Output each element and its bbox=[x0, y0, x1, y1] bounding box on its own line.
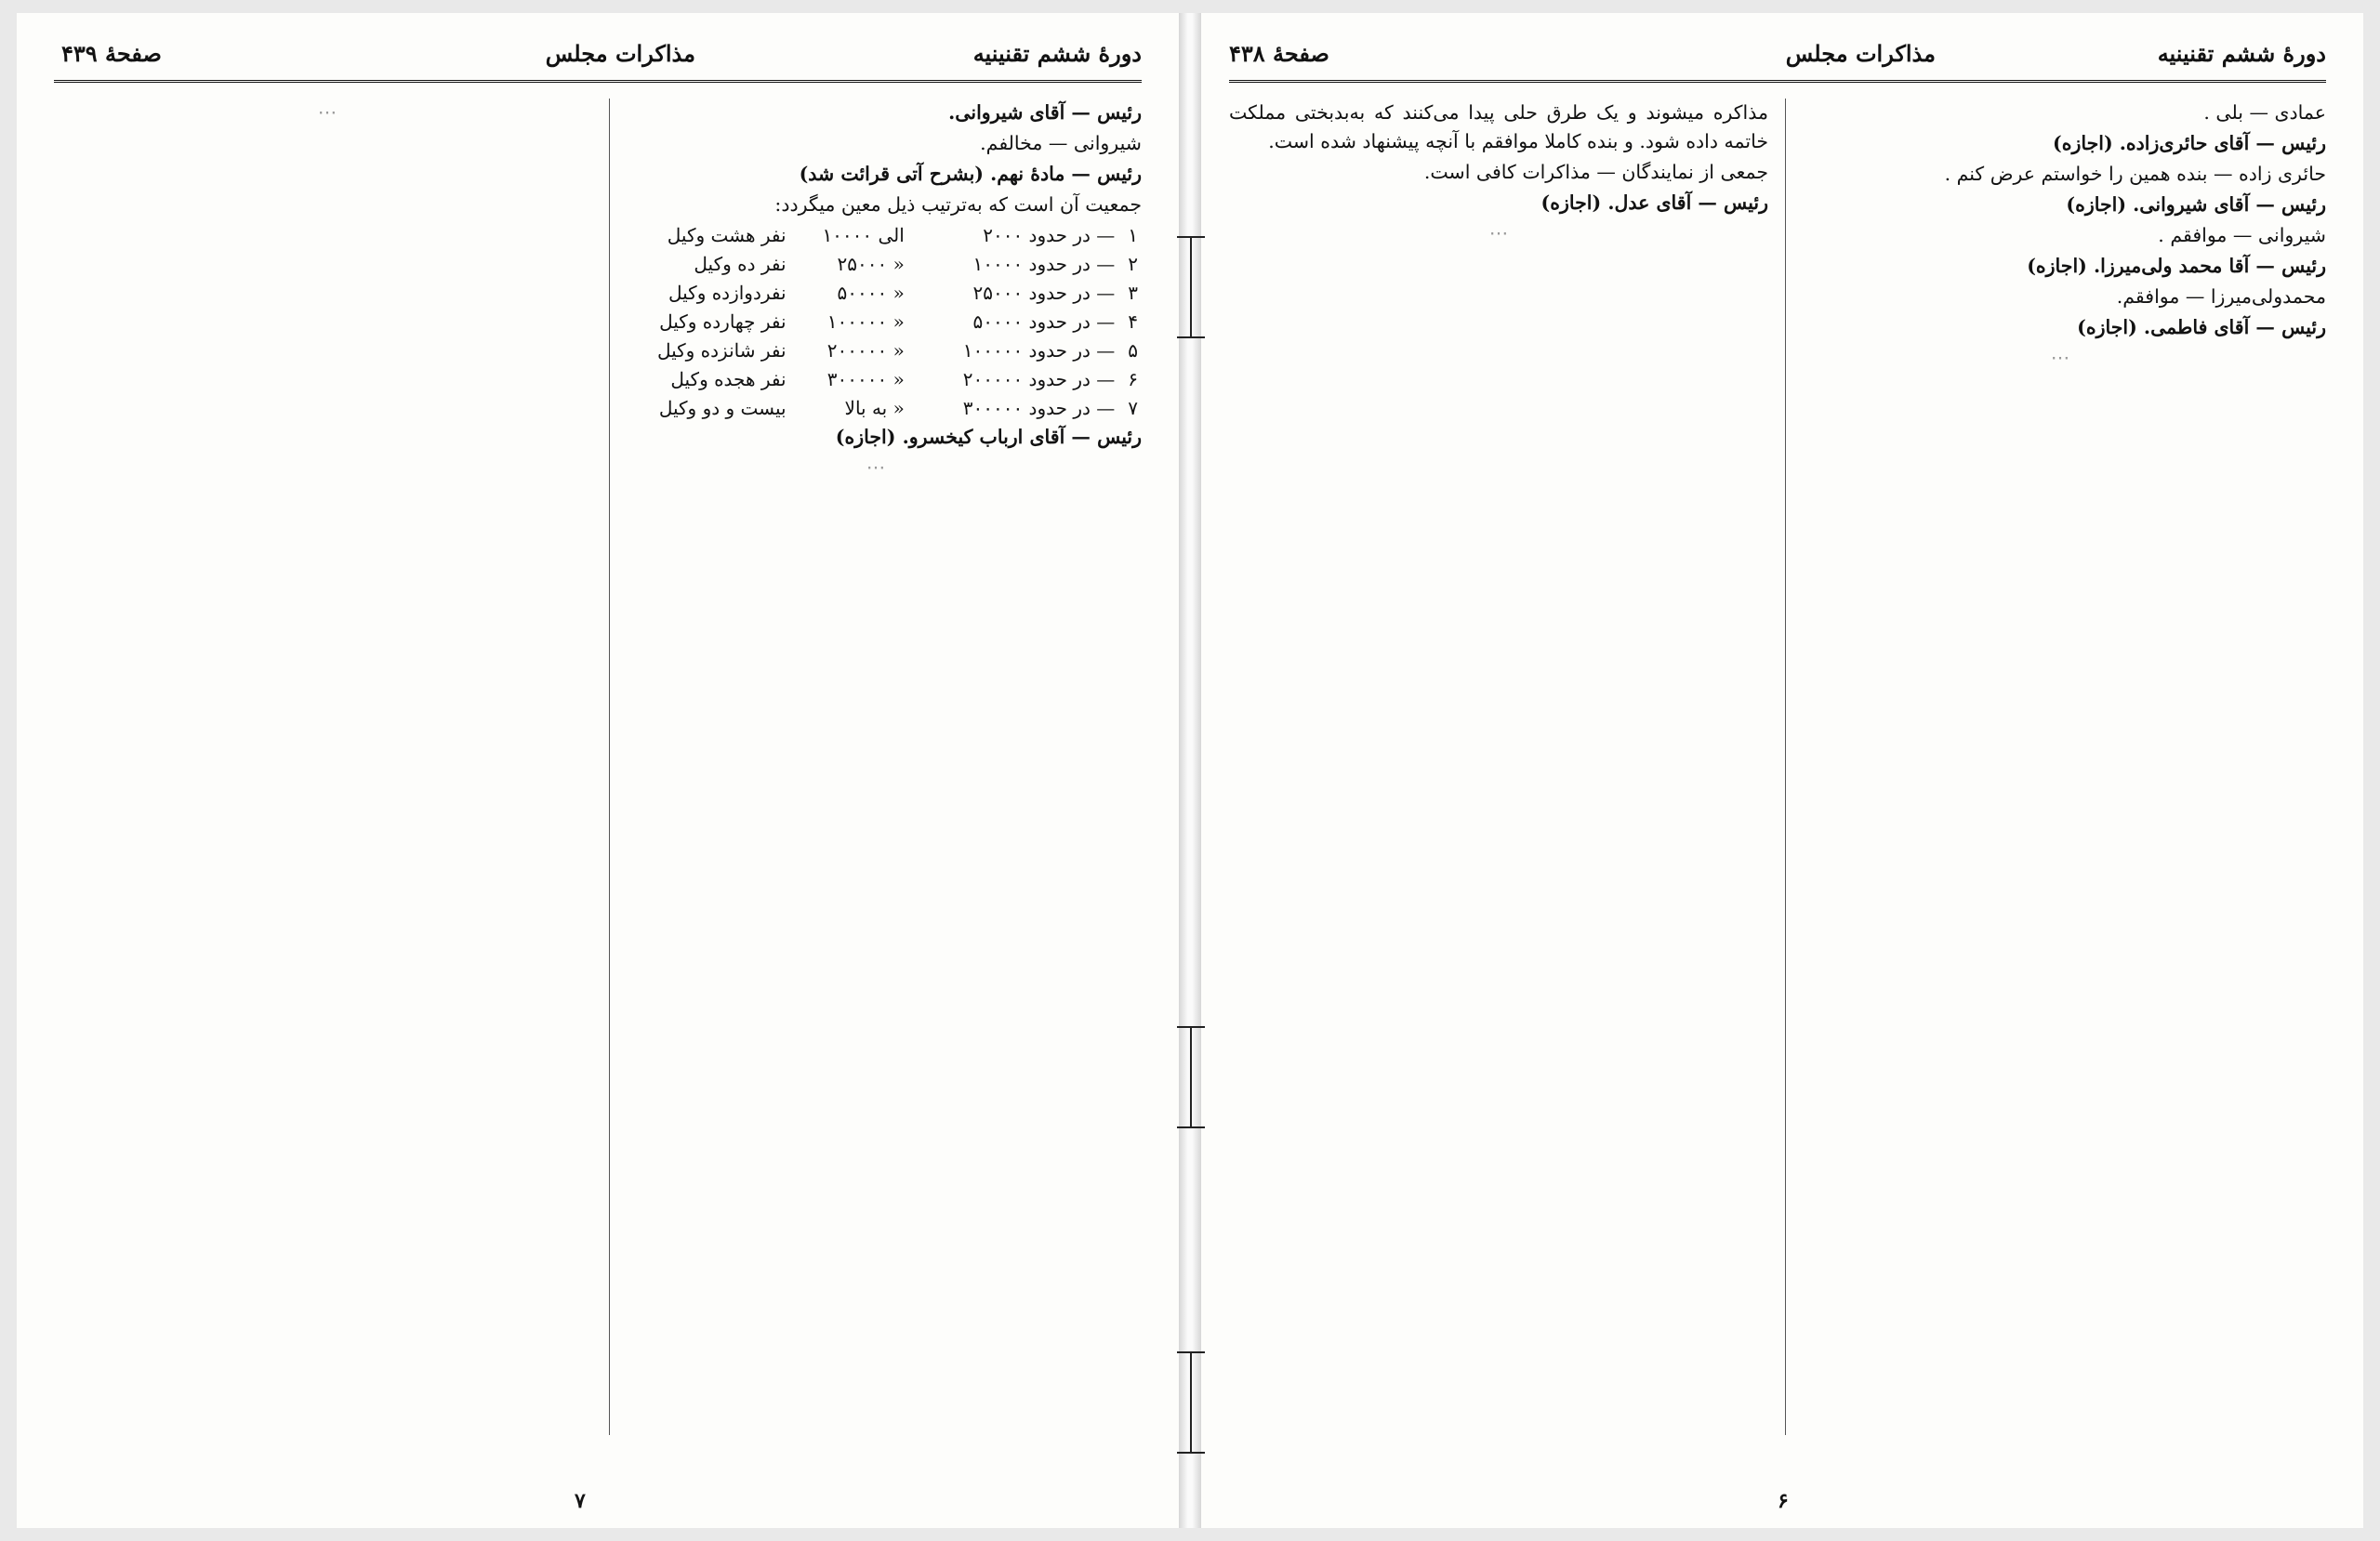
table-cell-range: « ۱۰۰۰۰۰ bbox=[826, 310, 905, 333]
remaining-text-omitted: ⋯ bbox=[866, 456, 886, 479]
table-cell-count: بیست و دو وکیل bbox=[658, 397, 787, 419]
table-cell-range: « ۲۰۰۰۰۰ bbox=[826, 339, 905, 362]
debates-title: مذاکرات مجلس bbox=[1785, 40, 1936, 67]
page-number-438: صفحهٔ ۴۳۸ bbox=[1229, 40, 1329, 67]
table-cell-idx: ۵ bbox=[1128, 339, 1138, 362]
table-row bbox=[610, 308, 1142, 336]
table-cell-idx: ۳ bbox=[1128, 282, 1138, 304]
speaker-line: رئیس — آقای شیروانی. bbox=[948, 101, 1142, 124]
session-title: دورهٔ ششم تقنینیه bbox=[2157, 40, 2326, 67]
table-cell-count: نفر هجده وکیل bbox=[670, 368, 787, 390]
column-divider bbox=[609, 99, 610, 1435]
table-cell-range: « ۳۰۰۰۰۰ bbox=[826, 368, 905, 390]
column-divider bbox=[1785, 99, 1786, 1435]
table-row bbox=[610, 279, 1142, 308]
speaker-line: رئیس — آقای عدل. (اجازه) bbox=[1540, 191, 1768, 214]
table-cell-text: — در حدود ۱۰۰۰۰۰ bbox=[962, 339, 1116, 362]
table-cell-count: نفردوازده وکیل bbox=[668, 282, 787, 304]
table-row bbox=[610, 394, 1142, 423]
table-row bbox=[610, 250, 1142, 279]
header-rule bbox=[1229, 80, 2326, 83]
table-cell-range: « ۵۰۰۰۰ bbox=[837, 282, 905, 304]
binding-stitch bbox=[1190, 1026, 1192, 1128]
table-cell-range: الی ۱۰۰۰۰ bbox=[822, 224, 905, 246]
transcript-paragraph: عمادی — بلی . bbox=[2203, 101, 2326, 124]
folio-6: ۶ bbox=[1778, 1489, 1789, 1513]
transcript-paragraph: مذاکره میشوند و یک طرق حلی پیدا می‌کنند که به‌بدبختی مملکت خاتمه داده شود. و بنده کاملا موافقم با آنچه پیشنهاد شده است. bbox=[1229, 101, 1768, 152]
table-cell-range: « ۲۵۰۰۰ bbox=[837, 253, 905, 275]
book-spread bbox=[17, 13, 2363, 1528]
transcript-paragraph: جمعیت آن است که به‌ترتیب ذیل معین میگردد: bbox=[774, 193, 1142, 216]
transcript-paragraph: شیروانی — مخالفم. bbox=[980, 132, 1142, 154]
folio-7: ۷ bbox=[575, 1489, 586, 1513]
page-438 bbox=[1201, 13, 2363, 1528]
speaker-line: رئیس — آقا محمد ولی‌میرزا. (اجازه) bbox=[2027, 255, 2326, 277]
binding-stitch bbox=[1190, 1351, 1192, 1454]
table-cell-text: — در حدود ۲۰۰۰ bbox=[983, 224, 1116, 246]
table-cell-text: — در حدود ۵۰۰۰۰ bbox=[972, 310, 1116, 333]
page-439 bbox=[17, 13, 1179, 1528]
session-title: دورهٔ ششم تقنینیه bbox=[972, 40, 1142, 67]
transcript-paragraph: جمعی از نمایندگان — مذاکرات کافی است. bbox=[1423, 161, 1768, 183]
members-table bbox=[610, 221, 1142, 423]
table-cell-text: — در حدود ۲۵۰۰۰ bbox=[972, 282, 1116, 304]
table-cell-count: نفر چهارده وکیل bbox=[659, 310, 787, 333]
table-cell-idx: ۴ bbox=[1128, 310, 1138, 333]
speaker-line: رئیس — آقای شیروانی. (اجازه) bbox=[2066, 193, 2326, 216]
table-cell-range: « به بالا bbox=[844, 397, 905, 419]
speaker-line: رئیس — مادهٔ نهم. (بشرح آتی قرائت شد) bbox=[799, 163, 1142, 185]
right-page-column-left bbox=[1229, 99, 1768, 1476]
remaining-text-omitted: ⋯ bbox=[1488, 222, 1509, 244]
table-cell-count: نفر ده وکیل bbox=[694, 253, 787, 275]
table-cell-idx: ۶ bbox=[1128, 368, 1138, 390]
transcript-paragraph: شیروانی — موافقم . bbox=[2158, 224, 2326, 246]
table-cell-text: — در حدود ۳۰۰۰۰۰ bbox=[962, 397, 1116, 419]
speaker-line: رئیس — آقای حائری‌زاده. (اجازه) bbox=[2053, 132, 2326, 154]
binding-stitch bbox=[1190, 236, 1192, 338]
table-cell-idx: ۲ bbox=[1128, 253, 1138, 275]
speaker-line: رئیس — آقای ارباب کیخسرو. (اجازه) bbox=[835, 426, 1142, 448]
header-rule bbox=[54, 80, 1142, 83]
table-row bbox=[610, 336, 1142, 365]
table-row bbox=[610, 365, 1142, 394]
table-cell-count: نفر هشت وکیل bbox=[667, 224, 787, 246]
table-row bbox=[610, 221, 1142, 250]
left-page-column-right bbox=[610, 99, 1142, 1476]
table-cell-text: — در حدود ۱۰۰۰۰ bbox=[972, 253, 1116, 275]
debates-title: مذاکرات مجلس bbox=[545, 40, 695, 67]
remaining-text-omitted: ⋯ bbox=[317, 101, 337, 124]
remaining-text-omitted: ⋯ bbox=[2050, 347, 2070, 369]
table-cell-idx: ۷ bbox=[1128, 397, 1138, 419]
table-cell-text: — در حدود ۲۰۰۰۰۰ bbox=[962, 368, 1116, 390]
table-cell-idx: ۱ bbox=[1128, 224, 1138, 246]
table-cell-count: نفر شانزده وکیل bbox=[656, 339, 787, 362]
speaker-line: رئیس — آقای فاطمی. (اجازه) bbox=[2077, 316, 2326, 338]
page-number-439: صفحهٔ ۴۳۹ bbox=[61, 40, 162, 67]
right-page-column-right bbox=[1794, 99, 2326, 1476]
transcript-paragraph: حائری زاده — بنده همین را خواستم عرض کنم . bbox=[1944, 163, 2326, 185]
transcript-paragraph: محمدولی‌میرزا — موافقم. bbox=[2116, 285, 2326, 308]
left-page-column-left bbox=[61, 99, 593, 1476]
